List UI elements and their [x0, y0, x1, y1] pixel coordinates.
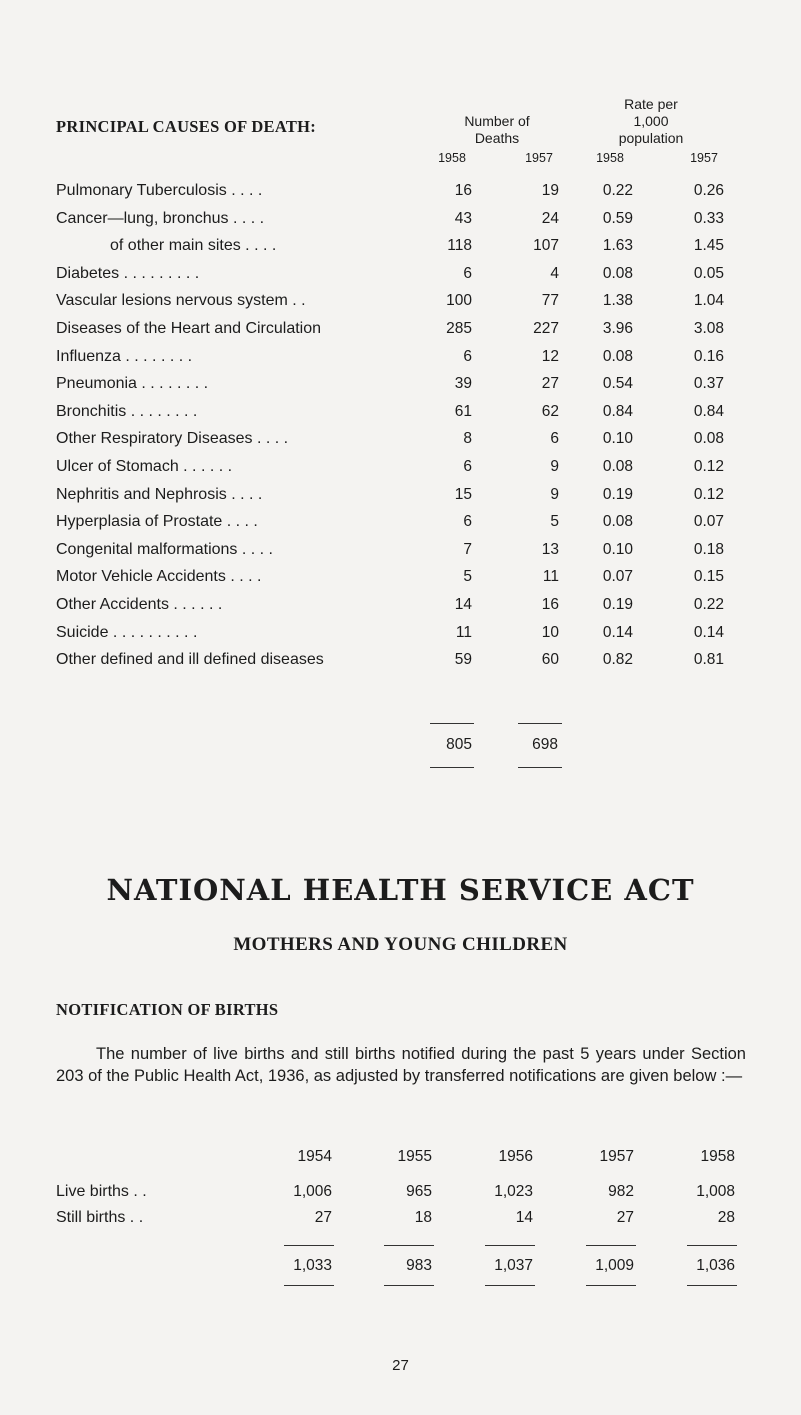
- death-value-cell: 227: [533, 320, 559, 337]
- total-rule-bottom-1: [430, 767, 474, 768]
- year-deaths-1957: 1957: [525, 151, 553, 165]
- death-cause-label: Influenza . . . . . . . .: [56, 347, 193, 365]
- births-value-cell: 1,023: [494, 1183, 533, 1200]
- death-value-cell: 100: [446, 292, 472, 310]
- births-value-cell: 27: [314, 1209, 332, 1226]
- death-value-cell: 8: [463, 430, 472, 448]
- death-value-cell: 0.08: [602, 513, 633, 531]
- death-value-cell: 59: [454, 651, 472, 669]
- death-cause-label: Other Respiratory Diseases . . . .: [56, 430, 289, 448]
- death-value-cell: 0.05: [693, 264, 724, 282]
- births-total-cell: 983: [406, 1257, 432, 1274]
- births-total-rule-top: [687, 1245, 737, 1246]
- death-value-cell: 5: [463, 568, 472, 586]
- death-value-cell: 1.38: [602, 292, 633, 310]
- births-year-header: 1957: [599, 1148, 634, 1165]
- year-rate-1957: 1957: [690, 151, 718, 165]
- death-value-cell: 0.08: [602, 458, 633, 475]
- death-value-cell: 1.45: [693, 237, 724, 255]
- death-value-cell: 19: [541, 182, 559, 199]
- births-value-cell: 14: [515, 1209, 533, 1226]
- death-value-cell: 11: [542, 568, 559, 586]
- births-total-rule-bottom: [485, 1285, 535, 1286]
- death-value-cell: 0.10: [602, 430, 633, 448]
- births-year-header: 1954: [297, 1148, 332, 1165]
- death-value-cell: 0.14: [693, 623, 724, 641]
- death-value-cell: 0.33: [693, 209, 724, 227]
- births-value-cell: 18: [414, 1209, 432, 1226]
- death-cause-label: Diabetes . . . . . . . . .: [56, 264, 200, 282]
- births-year-header: 1956: [498, 1148, 533, 1165]
- death-value-cell: 77: [541, 292, 559, 310]
- header-rate-line3: population: [618, 130, 684, 146]
- total-rule-top-1: [430, 723, 474, 724]
- death-value-cell: 0.18: [693, 540, 724, 558]
- header-number-line2: Deaths: [474, 130, 520, 146]
- death-value-cell: 0.19: [602, 596, 633, 613]
- births-total-cell: 1,036: [696, 1257, 735, 1274]
- total-rule-bottom-2: [518, 767, 562, 768]
- notification-paragraph: [56, 1043, 746, 1087]
- death-value-cell: 10: [541, 623, 559, 641]
- death-cause-label: Other defined and ill defined diseases: [56, 651, 324, 669]
- death-cause-label: Other Accidents . . . . . .: [56, 596, 223, 613]
- births-total-cell: 1,009: [595, 1257, 634, 1274]
- death-value-cell: 9: [550, 458, 559, 475]
- death-value-cell: 9: [550, 485, 559, 503]
- death-cause-label: Ulcer of Stomach . . . . . .: [56, 458, 233, 475]
- births-total-cell: 1,033: [293, 1257, 332, 1274]
- death-cause-label: Bronchitis . . . . . . . .: [56, 402, 198, 420]
- death-value-cell: 62: [541, 402, 559, 420]
- death-value-cell: 6: [463, 513, 472, 531]
- death-value-cell: 14: [454, 596, 472, 613]
- death-value-cell: 0.26: [693, 182, 724, 199]
- births-row-label: Live births . .: [56, 1183, 147, 1200]
- death-value-cell: 0.37: [693, 375, 724, 393]
- death-cause-label: of other main sites . . . .: [110, 237, 277, 255]
- death-cause-label: Cancer—lung, bronchus . . . .: [56, 209, 265, 227]
- total-rule-top-2: [518, 723, 562, 724]
- death-value-cell: 6: [463, 264, 472, 282]
- death-value-cell: 27: [541, 375, 559, 393]
- births-row-label: Still births . .: [56, 1209, 144, 1226]
- subheading: MOTHERS AND YOUNG CHILDREN: [233, 934, 568, 955]
- page-number: 27: [392, 1357, 409, 1374]
- death-value-cell: 11: [455, 623, 472, 641]
- births-year-header: 1958: [700, 1148, 735, 1165]
- death-value-cell: 6: [463, 347, 472, 365]
- death-value-cell: 6: [463, 458, 472, 475]
- births-total-rule-top: [586, 1245, 636, 1246]
- death-value-cell: 15: [454, 485, 472, 503]
- births-value-cell: 1,008: [696, 1183, 735, 1200]
- births-value-cell: 1,006: [293, 1183, 332, 1200]
- births-total-rule-top: [384, 1245, 434, 1246]
- births-total-rule-bottom: [384, 1285, 434, 1286]
- death-value-cell: 0.84: [602, 402, 633, 420]
- paragraph-text: The number of live births and still births notified during the past 5 years under Section 203 of the Public Health Act, 1936, as adjusted by transferred notifications are given below :—: [56, 1045, 746, 1085]
- death-value-cell: 0.12: [693, 458, 724, 475]
- death-value-cell: 13: [541, 540, 559, 558]
- death-cause-label: Congenital malformations . . . .: [56, 540, 273, 558]
- death-value-cell: 107: [533, 237, 559, 255]
- death-cause-label: Diseases of the Heart and Circulation: [56, 320, 322, 337]
- death-cause-label: Vascular lesions nervous system . .: [56, 292, 306, 310]
- deaths-total-1958: 805: [446, 736, 472, 753]
- death-value-cell: 3.08: [693, 320, 724, 337]
- death-value-cell: 0.14: [602, 623, 633, 641]
- births-total-rule-bottom: [586, 1285, 636, 1286]
- death-value-cell: 61: [454, 402, 472, 420]
- death-value-cell: 0.81: [693, 651, 724, 669]
- header-rate-line2: 1,000: [633, 113, 669, 129]
- death-value-cell: 1.04: [693, 292, 724, 310]
- births-value-cell: 27: [616, 1209, 634, 1226]
- death-value-cell: 5: [550, 513, 559, 531]
- births-total-rule-bottom: [284, 1285, 334, 1286]
- death-value-cell: 0.07: [693, 513, 724, 531]
- death-value-cell: 16: [541, 596, 559, 613]
- year-rate-1958: 1958: [596, 151, 624, 165]
- births-total-cell: 1,037: [494, 1257, 533, 1274]
- death-value-cell: 1.63: [602, 237, 633, 255]
- births-year-header: 1955: [397, 1148, 432, 1165]
- births-value-cell: 982: [608, 1183, 634, 1200]
- births-value-cell: 965: [406, 1183, 432, 1200]
- death-value-cell: 0.82: [602, 651, 633, 669]
- death-value-cell: 0.16: [693, 347, 724, 365]
- death-cause-label: Hyperplasia of Prostate . . . .: [56, 513, 258, 531]
- death-value-cell: 24: [541, 209, 559, 227]
- death-value-cell: 16: [454, 182, 472, 199]
- death-cause-label: Nephritis and Nephrosis . . . .: [56, 485, 263, 503]
- births-value-cell: 28: [717, 1209, 735, 1226]
- death-value-cell: 118: [447, 237, 472, 255]
- death-value-cell: 0.22: [693, 596, 724, 613]
- death-value-cell: 285: [446, 320, 472, 337]
- births-total-rule-bottom: [687, 1285, 737, 1286]
- header-number-line1: Number of: [464, 113, 530, 129]
- births-total-rule-top: [485, 1245, 535, 1246]
- death-value-cell: 39: [454, 375, 472, 393]
- death-value-cell: 3.96: [602, 320, 633, 337]
- year-deaths-1958: 1958: [438, 151, 466, 165]
- death-value-cell: 0.22: [602, 182, 633, 199]
- deaths-total-1957: 698: [532, 736, 558, 753]
- death-value-cell: 0.08: [602, 264, 633, 282]
- death-value-cell: 0.08: [602, 347, 633, 365]
- header-rate-line1: Rate per: [624, 96, 678, 112]
- death-value-cell: 0.59: [602, 209, 633, 227]
- death-cause-label: Motor Vehicle Accidents . . . .: [56, 568, 262, 586]
- death-value-cell: 0.84: [693, 402, 724, 420]
- death-value-cell: 0.07: [602, 568, 633, 586]
- death-value-cell: 7: [463, 540, 472, 558]
- death-value-cell: 0.19: [602, 485, 633, 503]
- death-value-cell: 6: [550, 430, 559, 448]
- death-value-cell: 0.10: [602, 540, 633, 558]
- death-value-cell: 0.12: [693, 485, 724, 503]
- deaths-title: PRINCIPAL CAUSES OF DEATH:: [56, 117, 317, 136]
- death-cause-label: Pneumonia . . . . . . . .: [56, 375, 209, 393]
- death-value-cell: 0.54: [602, 375, 633, 393]
- death-value-cell: 0.08: [693, 430, 724, 448]
- section-heading: NOTIFICATION OF BIRTHS: [56, 1000, 279, 1019]
- death-cause-label: Pulmonary Tuberculosis . . . .: [56, 182, 263, 199]
- death-value-cell: 4: [550, 264, 559, 282]
- death-value-cell: 60: [541, 651, 559, 669]
- death-value-cell: 0.15: [693, 568, 724, 586]
- banner-heading: NATIONAL HEALTH SERVICE ACT: [106, 873, 695, 907]
- death-cause-label: Suicide . . . . . . . . . .: [56, 623, 198, 641]
- death-value-cell: 43: [454, 209, 472, 227]
- births-total-rule-top: [284, 1245, 334, 1246]
- death-value-cell: 12: [541, 347, 559, 365]
